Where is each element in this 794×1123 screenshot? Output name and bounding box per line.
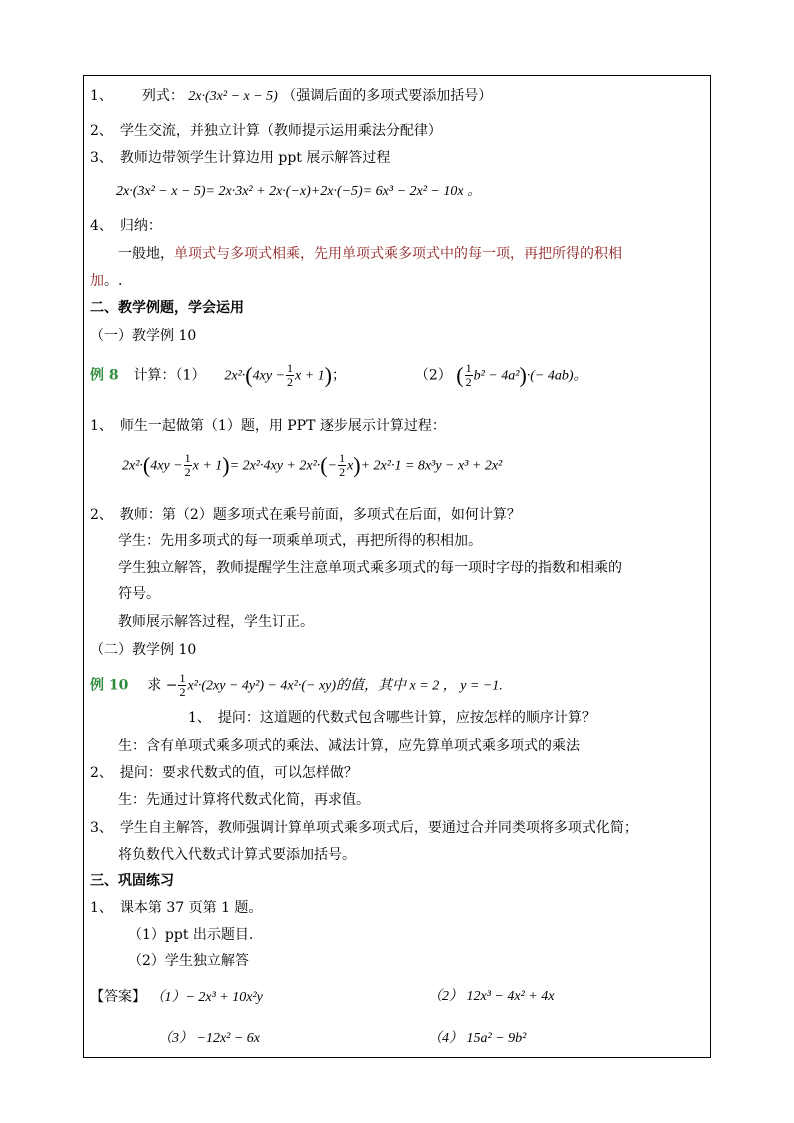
- answer-2: （2） 12x³ − 4x² + 4x: [428, 989, 555, 1004]
- example-10-label: 例 10: [90, 677, 129, 694]
- step-2-reminder-end: 符号。: [118, 586, 160, 602]
- example-8: 例 8 计算：（1） 2x²·(4xy − $\frac{1}{2}$ x + 1)； （2） ( $\frac{1}{2}$ b² − 4a²)·(− 4ab)。: [90, 361, 588, 389]
- fraction-half: $\frac{1}{2}$: [465, 361, 472, 389]
- line-4: 4、 归纳：: [90, 218, 162, 234]
- answer-3: （3） −12x² − 6x: [158, 1031, 261, 1046]
- summary-rule: 单项式与多项式相乘，先用单项式乘多项式中的每一项，再把所得的积相: [174, 246, 622, 262]
- summary-rule-end: 加: [90, 273, 104, 289]
- summary-line-1: [118, 244, 622, 264]
- example-8-label: 例 8: [90, 367, 119, 384]
- step-1: 1、 师生一起做第（1）题，用 PPT 逐步展示计算过程：: [90, 418, 446, 434]
- section-2-title: 二、教学例题，学会运用: [90, 300, 244, 316]
- formula-1: 2x·(3x² − x − 5): [188, 89, 278, 104]
- answer-4: （4） 15a² − 9b²: [428, 1031, 527, 1046]
- practice-1-b: （2）学生独立解答: [128, 953, 249, 969]
- answers-row-1: [90, 987, 263, 1008]
- section-3-title: 三、巩固练习: [90, 873, 174, 889]
- fraction-half: $\frac{1}{2}$: [184, 451, 191, 479]
- line-2: 2、 学生交流，并独立计算（教师提示运用乘法分配律）: [90, 123, 442, 139]
- step-2: 2、 教师：第（2）题多项式在乘号前面，多项式在后面，如何计算？: [90, 507, 521, 523]
- step-2-reminder: 学生独立解答，教师提醒学生注意单项式乘多项式的每一项时字母的指数和相乘的: [118, 560, 622, 576]
- question-1-answer: 生：含有单项式乘多项式的乘法、减法计算，应先算单项式乘多项式的乘法: [118, 738, 580, 754]
- practice-1-a: （1）ppt 出示题目.: [128, 927, 254, 943]
- fraction-half: $\frac{1}{2}$: [286, 361, 293, 389]
- practice-1: 1、 课本第 37 页第 1 题。: [90, 900, 263, 916]
- answer-1: （1）− 2x³ + 10x²y: [150, 990, 263, 1005]
- answer-label: 【答案】: [90, 989, 146, 1005]
- question-1: 1、 提问：这道题的代数式包含哪些计算，应按怎样的顺序计算？: [188, 710, 596, 726]
- summary-line-2: [90, 271, 122, 291]
- step-2-teacher: 教师展示解答过程，学生订正。: [118, 614, 314, 630]
- fraction-half: $\frac{1}{2}$: [339, 451, 346, 479]
- item-number: 1、: [90, 88, 113, 104]
- section-2-sub-1: （一）教学例 10: [90, 328, 197, 344]
- note-parentheses: （强调后面的多项式要添加括号）: [282, 88, 493, 104]
- question-2-answer: 生：先通过计算将代数式化简，再求值。: [118, 792, 370, 808]
- summary-tail: 。.: [104, 273, 123, 289]
- section-2-sub-2: （二）教学例 10: [90, 642, 197, 658]
- line-1: [90, 86, 492, 107]
- step-1-formula: 2x²·(4xy − $\frac{1}{2}$ x + 1)= 2x²·4xy + 2x²·(− $\frac{1}{2}$ x)+ 2x²·1 = 8x³y − x³ + 2x²: [122, 451, 503, 479]
- question-2: 2、 提问：要求代数式的值，可以怎样做？: [90, 765, 358, 781]
- step-2-student: 学生：先用多项式的每一项乘单项式，再把所得的积相加。: [118, 533, 482, 549]
- formula-expansion: 2x·(3x² − x − 5)= 2x·3x² + 2x·(−x)+2x·(−5)= 6x³ − 2x² − 10x 。: [116, 184, 482, 199]
- summary-intro: 一般地，: [118, 246, 174, 262]
- example-10: 例 10 求 − $\frac{1}{2}$ x²·(2xy − 4y²) − 4x²·(− xy)的值，其中 x = 2 ， y = −1.: [90, 671, 503, 699]
- example-8-text: 计算：（1）: [133, 367, 206, 384]
- question-3: 3、 学生自主解答，教师强调计算单项式乘多项式后，要通过合并同类项将多项式化简；: [90, 820, 638, 836]
- fraction-half: $\frac{1}{2}$: [179, 671, 186, 699]
- line-3: 3、 教师边带领学生计算边用 ppt 展示解答过程: [90, 150, 391, 166]
- label-formula: 列式：: [141, 88, 184, 104]
- question-3-end: 将负数代入代数式计算式要添加括号。: [118, 847, 356, 863]
